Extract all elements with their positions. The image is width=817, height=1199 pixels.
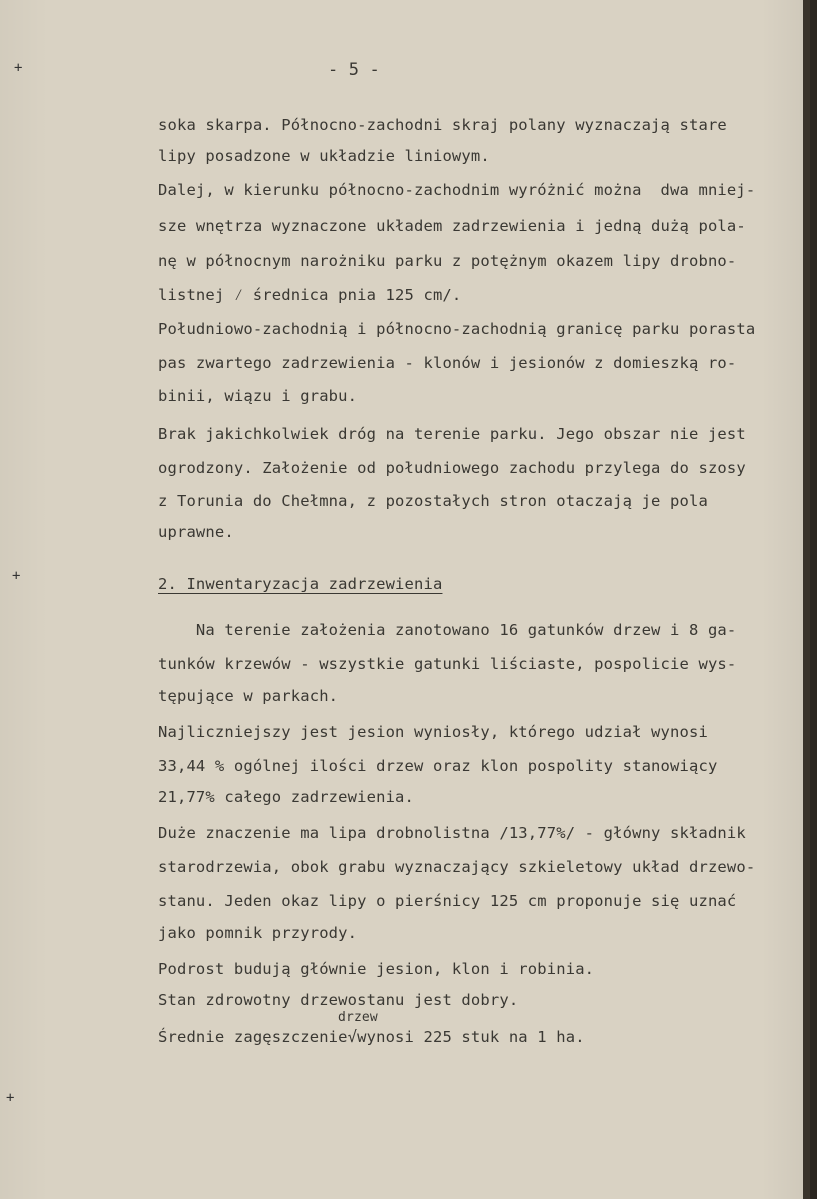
text-line: Brak jakichkolwiek dróg na terenie parku. Jego obszar nie jest bbox=[158, 425, 746, 443]
text-line: tunków krzewów - wszystkie gatunki liściaste, pospolicie wys- bbox=[158, 655, 737, 673]
text-line: Południowo-zachodnią i północno-zachodnią granicę parku porasta bbox=[158, 320, 756, 338]
page-edge-shadow bbox=[803, 0, 810, 1199]
text-line: Stan zdrowotny drzewostanu jest dobry. bbox=[158, 991, 519, 1009]
text-line: pas zwartego zadrzewienia - klonów i jesionów z domieszką ro- bbox=[158, 354, 737, 372]
text-line: soka skarpa. Północno-zachodni skraj polany wyznaczają stare bbox=[158, 116, 727, 134]
text-line: jako pomnik przyrody. bbox=[158, 924, 358, 942]
text-line: lipy posadzone w układzie liniowym. bbox=[158, 147, 490, 165]
handwritten-insertion: drzew bbox=[338, 1010, 378, 1025]
text-line: sze wnętrza wyznaczone układem zadrzewienia i jedną dużą pola- bbox=[158, 217, 746, 235]
text-line: Podrost budują głównie jesion, klon i robinia. bbox=[158, 960, 595, 978]
margin-mark: + bbox=[12, 568, 21, 584]
text-line: Duże znaczenie ma lipa drobnolistna /13,77%/ - główny składnik bbox=[158, 824, 746, 842]
text-line: 33,44 % ogólnej ilości drzew oraz klon pospolity stanowiący bbox=[158, 757, 718, 775]
text-line: Średnie zagęszczenie√wynosi 225 stuk na 1 ha. bbox=[158, 1028, 585, 1046]
page-number: - 5 - bbox=[328, 60, 380, 80]
text-line: Na terenie założenia zanotowano 16 gatunków drzew i 8 ga- bbox=[158, 621, 737, 639]
text-line: Najliczniejszy jest jesion wyniosły, którego udział wynosi bbox=[158, 723, 708, 741]
margin-mark: + bbox=[14, 60, 23, 76]
margin-mark: + bbox=[6, 1090, 15, 1106]
text-line: 21,77% całego zadrzewienia. bbox=[158, 788, 415, 806]
text-line: uprawne. bbox=[158, 523, 234, 541]
text-line: Dalej, w kierunku północno-zachodnim wyróżnić można dwa mniej- bbox=[158, 181, 756, 199]
text-line: listnej ⁄ średnica pnia 125 cm/. bbox=[158, 286, 462, 304]
text-line: ogrodzony. Założenie od południowego zachodu przylega do szosy bbox=[158, 459, 746, 477]
text-line: nę w północnym narożniku parku z potężnym okazem lipy drobno- bbox=[158, 252, 737, 270]
text-line: tępujące w parkach. bbox=[158, 687, 339, 705]
text-line: binii, wiązu i grabu. bbox=[158, 387, 358, 405]
text-line: z Torunia do Chełmna, z pozostałych stron otaczają je pola bbox=[158, 492, 708, 510]
section-heading: 2. Inwentaryzacja zadrzewienia bbox=[158, 575, 443, 593]
text-line: stanu. Jeden okaz lipy o pierśnicy 125 cm proponuje się uznać bbox=[158, 892, 737, 910]
text-line: starodrzewia, obok grabu wyznaczający szkieletowy układ drzewo- bbox=[158, 858, 756, 876]
